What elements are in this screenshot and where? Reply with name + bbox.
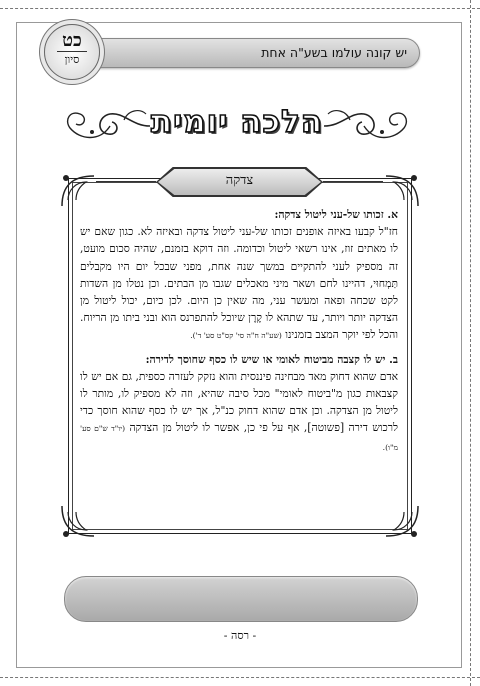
corner-ornament-icon xyxy=(382,170,422,210)
date-month: סיון xyxy=(64,53,80,66)
footer-bar xyxy=(64,576,418,622)
section-2-source: (יו"ד ש"ם סע' מ"ו). xyxy=(80,424,398,452)
cut-line-top xyxy=(0,8,480,9)
section-1 xyxy=(80,206,398,345)
cut-line-right xyxy=(470,0,471,686)
corner-ornament-icon xyxy=(58,170,98,210)
section-2 xyxy=(80,351,398,456)
section-2-body: אדם שהוא דחוק מאד מבחינה פיננסית והוא נזקק לעזרה כספית, גם אם יש לו קצבאות כגון מ"ביטוח לאומי" מכל סיבה שהיא, וזה לא מספיק לו, מותר לו ליטול מן הצדקה. וכן אדם שהוא דחוק כנ"ל, אך יש לו כסף שהוא חוסך כדי לרכוש דירה [פשוטה], אף על פי כן, אפשר לו ליטול מן הצדקה xyxy=(80,369,398,435)
tab-line-right xyxy=(323,181,383,182)
topic-label: צדקה xyxy=(225,173,254,188)
cut-line-bottom xyxy=(0,677,480,678)
flourish-right-icon xyxy=(322,102,412,146)
halacha-body xyxy=(80,206,398,462)
section-1-body: חז"ל קבעו באיזה אופנים זכותו של-עני ליטול צדקה ובאיזה לא. כגון שאם יש לו מאתים זוז, אינו רשאי ליטול וכדומה. וזה דוקא בזמנם, שהיה סכום מועט, זה מספיק לעני להתקיים במשך שנה אחת, מפני שבכל יום היו מקבלים תַּמְחוּי, דהיינו לחם ושאר מיני מאכלים שגבו מן הבתים. וכן נטלו מן השדות לקט שכחה ופאה ומעשר עני, מה שאין כן היום. לכן כיום, יכול ליטול מן הצדקה יותר ויותר, עד שתהא לו קֶרֶן שיוכל להתפרנס הוא ובני ביתו מן הריוח. והכל לפי יוקר המצב בזמנינו xyxy=(80,225,398,342)
flourish-left-icon xyxy=(62,102,152,146)
corner-ornament-icon xyxy=(58,502,98,542)
page-title: הלכה יומית xyxy=(150,104,324,140)
section-2-heading: ב. יש לו קצבה מביטוח לאומי או שיש לו כסף שחוסך לדירה: xyxy=(145,352,398,366)
header-bar xyxy=(60,38,420,68)
tab-line-left xyxy=(96,181,156,182)
section-1-heading: א. זכותו של-עני ליטול צדקה: xyxy=(274,208,398,221)
section-1-source: (שע"ה ח"ה סי' קס"ט סע' ד'). xyxy=(190,331,282,341)
date-day: כט xyxy=(57,31,87,52)
date-medallion xyxy=(44,24,100,80)
title-row xyxy=(52,100,422,150)
header-text: יש קונה עולמו בשע"ה אחת xyxy=(261,45,407,60)
page-number: - רסה - xyxy=(223,629,257,642)
corner-ornament-icon xyxy=(382,502,422,542)
